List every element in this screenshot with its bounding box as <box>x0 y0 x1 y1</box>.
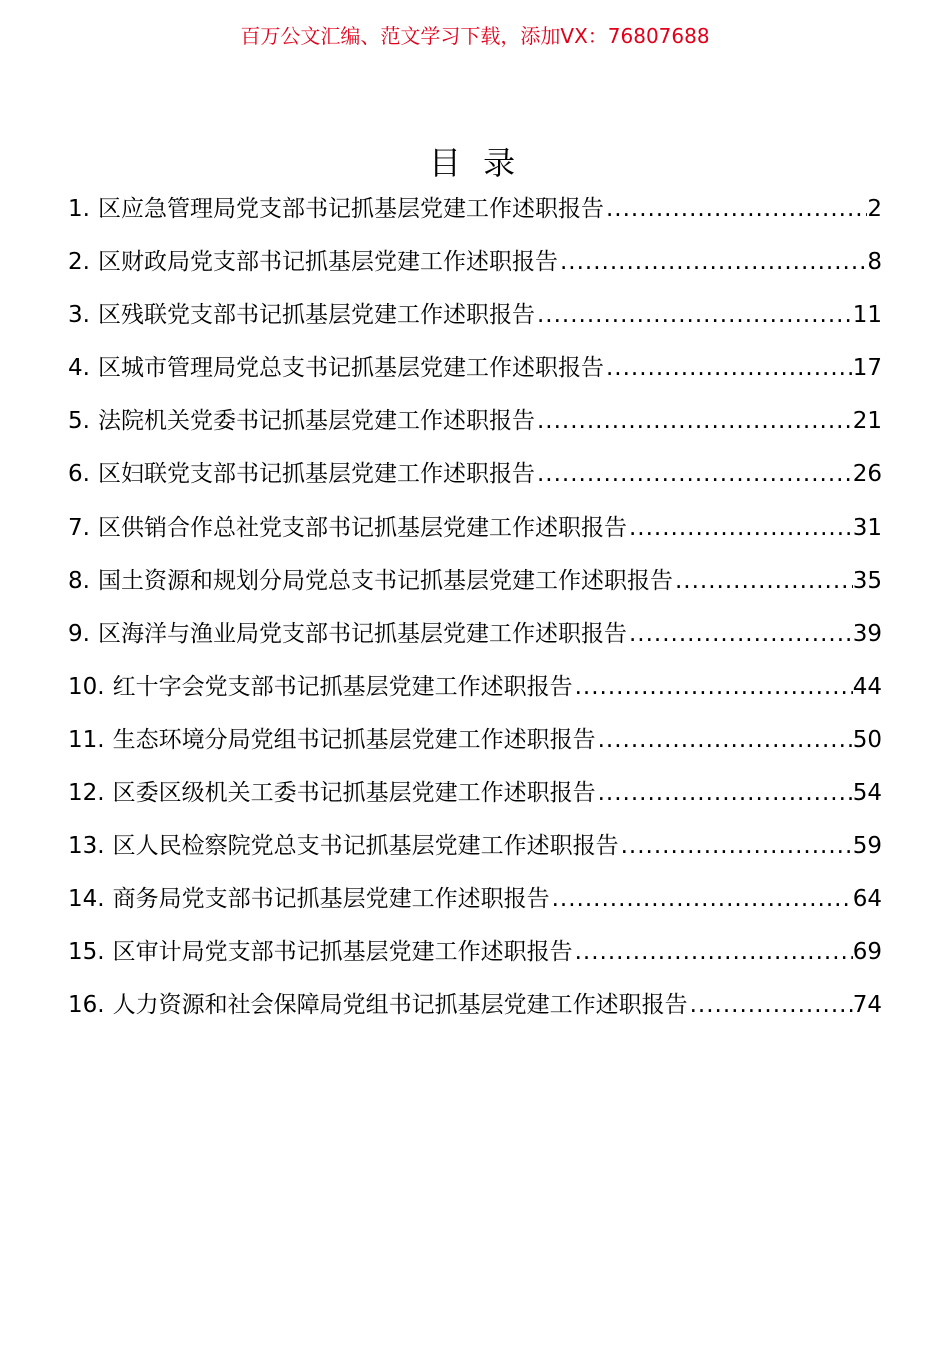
toc-title: 目 录 <box>428 144 522 182</box>
toc-entry-title: 红十字会党支部书记抓基层党建工作述职报告 <box>112 673 573 700</box>
toc-dot-leader <box>627 608 853 661</box>
toc-entry-number: 8. <box>68 567 90 594</box>
toc-entry[interactable] <box>68 342 882 395</box>
toc-entry-title: 区委区级机关工委书记抓基层党建工作述职报告 <box>112 780 596 807</box>
toc-entry-number: 1. <box>68 196 90 222</box>
toc-entry-title: 区供销合作总社党支部书记抓基层党建工作述职报告 <box>97 514 627 541</box>
toc-entry-page: 50 <box>852 726 882 753</box>
toc-entry[interactable] <box>68 608 882 661</box>
toc-entry[interactable] <box>68 714 882 767</box>
toc-entry-title: 区财政局党支部书记抓基层党建工作述职报告 <box>97 249 558 276</box>
toc-entry[interactable] <box>68 395 882 448</box>
toc-entry-page: 59 <box>852 833 882 860</box>
toc-entry-title: 区海洋与渔业局党支部书记抓基层党建工作述职报告 <box>97 620 627 647</box>
toc-entry-number: 13. <box>68 833 105 860</box>
toc-dot-leader <box>558 236 867 289</box>
header-watermark-note: 百万公文汇编、范文学习下载，添加VX：76807688 <box>240 24 710 48</box>
toc-dot-leader <box>550 873 853 926</box>
toc-entry[interactable] <box>68 926 882 979</box>
toc-entry-title: 区城市管理局党总支书记抓基层党建工作述职报告 <box>97 355 604 382</box>
toc-entry-page: 74 <box>852 992 882 1019</box>
toc-entry-page: 11 <box>852 302 882 329</box>
toc-dot-leader <box>535 289 853 342</box>
toc-entry-number: 3. <box>68 302 90 329</box>
toc-dot-leader <box>573 926 853 979</box>
toc-entry-number: 7. <box>68 514 90 541</box>
toc-entry[interactable] <box>68 820 882 873</box>
toc-entry[interactable] <box>68 661 882 714</box>
toc-entry-title: 人力资源和社会保障局党组书记抓基层党建工作述职报告 <box>112 992 688 1019</box>
toc-entry-title: 法院机关党委书记抓基层党建工作述职报告 <box>97 408 535 435</box>
toc-entry-page: 54 <box>852 780 882 807</box>
toc-entry-title: 商务局党支部书记抓基层党建工作述职报告 <box>112 886 550 913</box>
toc-entry-number: 6. <box>68 461 90 488</box>
toc-entry-page: 69 <box>852 939 882 966</box>
toc-entry-page: 26 <box>852 461 882 488</box>
toc-entry[interactable] <box>68 502 882 555</box>
toc-entry-page: 2 <box>867 196 882 222</box>
toc-entry-title: 国土资源和规划分局党总支书记抓基层党建工作述职报告 <box>97 567 673 594</box>
toc-dot-leader <box>535 448 853 501</box>
toc-entry-page: 39 <box>852 620 882 647</box>
toc-list <box>68 183 882 1033</box>
toc-dot-leader <box>627 502 853 555</box>
toc-dot-leader <box>688 979 853 1032</box>
toc-dot-leader <box>535 395 853 448</box>
toc-entry[interactable] <box>68 767 882 820</box>
toc-dot-leader <box>596 714 853 767</box>
toc-entry-number: 2. <box>68 249 90 276</box>
toc-dot-leader <box>573 661 853 714</box>
toc-dot-leader <box>619 820 853 873</box>
toc-entry-page: 64 <box>852 886 882 913</box>
toc-entry-number: 15. <box>68 939 105 966</box>
toc-entry-number: 4. <box>68 355 90 382</box>
toc-entry-page: 31 <box>852 514 882 541</box>
toc-entry[interactable] <box>68 979 882 1032</box>
toc-entry-title: 区残联党支部书记抓基层党建工作述职报告 <box>97 302 535 329</box>
toc-entry[interactable] <box>68 289 882 342</box>
toc-entry-page: 17 <box>852 355 882 382</box>
toc-entry-number: 9. <box>68 620 90 647</box>
toc-entry-page: 35 <box>852 567 882 594</box>
toc-entry-page: 21 <box>852 408 882 435</box>
toc-entry-number: 14. <box>68 886 105 913</box>
toc-entry[interactable] <box>68 555 882 608</box>
toc-entry-title: 生态环境分局党组书记抓基层党建工作述职报告 <box>112 726 596 753</box>
toc-entry-number: 12. <box>68 780 105 807</box>
toc-entry[interactable] <box>68 448 882 501</box>
toc-entry[interactable] <box>68 183 882 236</box>
toc-entry-number: 16. <box>68 992 105 1019</box>
toc-entry[interactable] <box>68 236 882 289</box>
toc-entry-number: 10. <box>68 673 105 700</box>
toc-entry-title: 区人民检察院党总支书记抓基层党建工作述职报告 <box>112 833 619 860</box>
toc-entry-page: 44 <box>852 673 882 700</box>
toc-entry-title: 区妇联党支部书记抓基层党建工作述职报告 <box>97 461 535 488</box>
toc-dot-leader <box>673 555 853 608</box>
toc-dot-leader <box>596 767 853 820</box>
toc-dot-leader <box>604 183 867 236</box>
toc-entry-number: 5. <box>68 408 90 435</box>
toc-entry[interactable] <box>68 873 882 926</box>
toc-entry-page: 8 <box>867 249 882 276</box>
toc-entry-title: 区审计局党支部书记抓基层党建工作述职报告 <box>112 939 573 966</box>
toc-entry-number: 11. <box>68 726 105 753</box>
toc-entry-title: 区应急管理局党支部书记抓基层党建工作述职报告 <box>97 196 604 222</box>
toc-dot-leader <box>604 342 853 395</box>
